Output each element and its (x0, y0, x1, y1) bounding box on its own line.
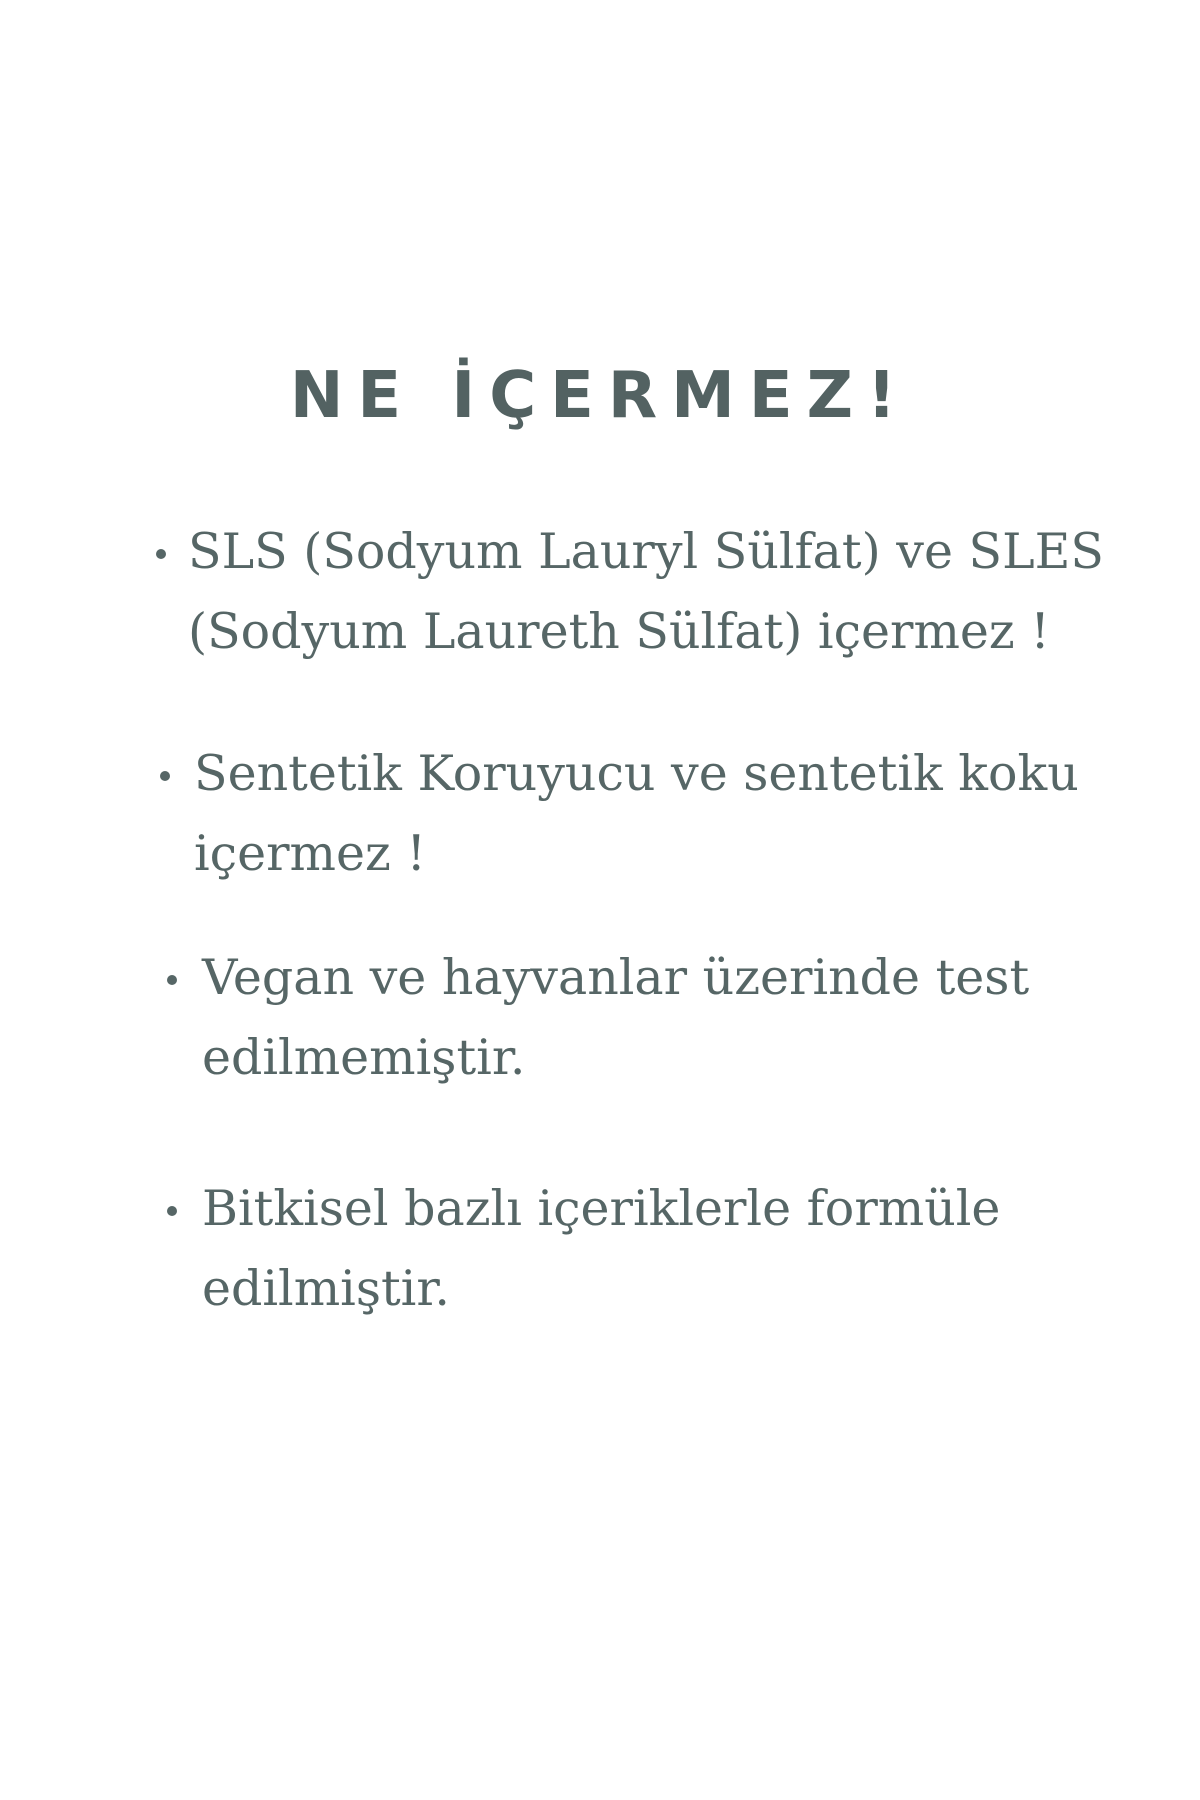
list-item-line: SLS (Sodyum Lauryl Sülfat) ve SLES (188, 523, 1104, 580)
list-item-line: Bitkisel bazlı içeriklerle formüle (202, 1180, 1001, 1237)
bullet-dot-icon (167, 1206, 177, 1216)
list-item-text (188, 512, 1104, 672)
list-item-line: Vegan ve hayvanlar üzerinde test (202, 949, 1030, 1006)
list-item-line: edilmemiştir. (202, 1029, 526, 1086)
list-item-line: Sentetik Koruyucu ve sentetik koku (194, 745, 1079, 802)
list-item-text (202, 938, 1029, 1098)
bullet-dot-icon (167, 975, 177, 985)
list-item-line: edilmiştir. (202, 1260, 450, 1317)
bullet-dot-icon (160, 771, 170, 781)
list-item-text (194, 734, 1079, 894)
list-item-line: (Sodyum Laureth Sülfat) içermez ! (188, 603, 1050, 660)
page-title: NE İÇERMEZ! (289, 359, 911, 433)
bullet-dot-icon (156, 549, 166, 559)
list-item-text (202, 1169, 1000, 1329)
list-item-line: içermez ! (194, 825, 427, 882)
